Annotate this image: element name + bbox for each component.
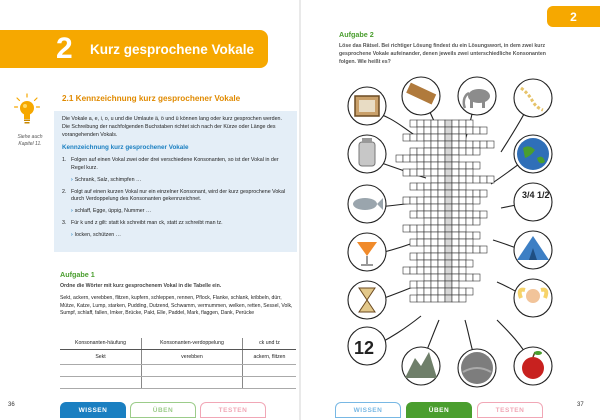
puzzle-cell[interactable] (459, 197, 466, 204)
arrow-right-icon: › (71, 176, 73, 183)
puzzle-cell[interactable] (445, 295, 452, 302)
puzzle-cell[interactable] (452, 211, 459, 218)
puzzle-cell[interactable] (459, 211, 466, 218)
puzzle-cell[interactable] (459, 183, 466, 190)
puzzle-cell[interactable] (459, 162, 466, 169)
rule-number: 2. (62, 188, 67, 195)
puzzle-cell[interactable] (452, 232, 459, 239)
puzzle-cell[interactable] (424, 239, 431, 246)
puzzle-cell[interactable] (459, 176, 466, 183)
puzzle-cell[interactable] (438, 239, 445, 246)
rule-text: Folgt auf einen kurzen Vokal nur ein einzelner Konsonant, wird der kurz gesprochene Vokal durch Verdoppelung des Konsonanten gekennzeichnet. (71, 188, 286, 203)
puzzle-cell[interactable] (452, 260, 459, 267)
puzzle-cell[interactable] (473, 176, 480, 183)
puzzle-cell[interactable] (417, 239, 424, 246)
puzzle-cell[interactable] (403, 225, 410, 232)
puzzle-cell[interactable] (459, 232, 466, 239)
puzzle-cell[interactable] (431, 176, 438, 183)
puzzle-cell[interactable] (438, 141, 445, 148)
puzzle-cell[interactable] (417, 169, 424, 176)
puzzle-cell[interactable] (431, 127, 438, 134)
puzzle-cell[interactable] (410, 120, 417, 127)
puzzle-cell[interactable] (459, 239, 466, 246)
puzzle-cell[interactable] (473, 274, 480, 281)
puzzle-cell[interactable] (459, 246, 466, 253)
puzzle-cell[interactable] (473, 197, 480, 204)
puzzle-cell[interactable] (452, 190, 459, 197)
puzzle-grid (396, 120, 494, 302)
puzzle-cell[interactable] (452, 267, 459, 274)
rule-item (62, 157, 289, 184)
puzzle-cell[interactable] (480, 127, 487, 134)
puzzle-cell[interactable] (459, 253, 466, 260)
puzzle-cell[interactable] (459, 134, 466, 141)
puzzle-cell[interactable] (417, 281, 424, 288)
page-number: 36 (8, 402, 15, 408)
puzzle-cell[interactable] (459, 267, 466, 274)
puzzle-cell[interactable] (417, 260, 424, 267)
puzzle-cell[interactable] (466, 197, 473, 204)
puzzle-cell[interactable] (466, 204, 473, 211)
table-cell: Sekt (60, 349, 142, 364)
table-header: Konsonanten-häufung (60, 338, 142, 349)
rule-text: Folgen auf einen Vokal zwei oder drei verschiedene Konsonanten, so ist der Vokal in der Regel kurz. (71, 157, 279, 171)
puzzle-cell[interactable] (424, 232, 431, 239)
puzzle-cell[interactable] (459, 120, 466, 127)
puzzle-cell[interactable] (417, 225, 424, 232)
chapter-tab: 2 (547, 6, 600, 27)
table-cell[interactable] (142, 364, 243, 376)
puzzle-cell[interactable] (445, 183, 452, 190)
task1-table (60, 338, 296, 389)
puzzle-cell[interactable] (417, 127, 424, 134)
puzzle-cell[interactable] (480, 190, 487, 197)
puzzle-cell[interactable] (466, 211, 473, 218)
rule-examples (62, 208, 289, 216)
puzzle-cell[interactable] (431, 211, 438, 218)
table-cell: verebben (142, 349, 243, 364)
puzzle-cell[interactable] (438, 260, 445, 267)
info-box (54, 111, 297, 252)
puzzle-cell[interactable] (445, 267, 452, 274)
puzzle-cell[interactable] (424, 225, 431, 232)
puzzle-cell[interactable] (438, 204, 445, 211)
puzzle-cell[interactable] (466, 190, 473, 197)
puzzle-cell[interactable] (417, 120, 424, 127)
puzzle-cell[interactable] (452, 281, 459, 288)
puzzle-cell[interactable] (403, 267, 410, 274)
table-header-row (60, 338, 296, 349)
puzzle-cell[interactable] (445, 253, 452, 260)
puzzle-cell[interactable] (431, 197, 438, 204)
puzzle-cell[interactable] (417, 253, 424, 260)
puzzle-cell[interactable] (445, 246, 452, 253)
puzzle-cell[interactable] (452, 120, 459, 127)
puzzle-cell[interactable] (431, 134, 438, 141)
puzzle-cell[interactable] (438, 246, 445, 253)
rule-number: 3. (62, 219, 67, 226)
puzzle-cell[interactable] (445, 120, 452, 127)
puzzle-cell[interactable] (424, 183, 431, 190)
puzzle-cell[interactable] (445, 127, 452, 134)
puzzle-cell[interactable] (438, 148, 445, 155)
puzzle-cell[interactable] (431, 260, 438, 267)
number-label: 12 (354, 338, 375, 358)
task2-instruction: Löse das Rätsel. Bei richtiger Lösung findest du ein Lösungswort, in dem zwei kurz gesprochene Vokale aufeinander, denen jeweils zwei unterschiedliche Konsonanten folgen. Wie heißt es? (339, 43, 546, 66)
right-page (301, 0, 600, 420)
table-cell[interactable] (242, 364, 296, 376)
table-header: Konsonanten-verdoppelung (142, 338, 243, 349)
puzzle-cell[interactable] (431, 281, 438, 288)
puzzle-cell[interactable] (410, 197, 417, 204)
tab-testen[interactable]: TESTEN (477, 402, 543, 418)
puzzle-cell[interactable] (438, 288, 445, 295)
rule-item (62, 220, 289, 240)
puzzle-cell[interactable] (445, 169, 452, 176)
puzzle-cell[interactable] (431, 183, 438, 190)
puzzle-cell[interactable] (431, 141, 438, 148)
tab-ueben[interactable]: ÜBEN (406, 402, 472, 418)
puzzle-cell[interactable] (452, 225, 459, 232)
table-row (60, 349, 296, 364)
puzzle-cell[interactable] (438, 183, 445, 190)
puzzle-cell[interactable] (410, 253, 417, 260)
puzzle-cell[interactable] (452, 162, 459, 169)
puzzle-cell[interactable] (452, 148, 459, 155)
puzzle-cell[interactable] (417, 148, 424, 155)
table-cell[interactable] (60, 364, 142, 376)
rule-item (62, 189, 289, 216)
task1-word-list: Sekt, ackern, verebben, flitzen, kupfern, schleppen, rennen, Pflock, Flanke, schlank, kribbeln, dürr, Mütze, Katze, Lump, starken, Pudding, Dutzend, Schwamm, vermummen, welken, retten, Sessel, Volk, Sumpf, schlaff, fallen, Imker, Brücke, Pakt, Elle, Paddel, Mark, flaggen, Dank, Perücke (60, 295, 293, 317)
puzzle-cell[interactable] (424, 274, 431, 281)
puzzle-cell[interactable] (438, 134, 445, 141)
puzzle-cell[interactable] (417, 197, 424, 204)
puzzle-cell[interactable] (466, 246, 473, 253)
page-number: 37 (577, 402, 584, 408)
puzzle-cell[interactable] (445, 239, 452, 246)
puzzle-cell[interactable] (473, 141, 480, 148)
puzzle-cell[interactable] (459, 141, 466, 148)
puzzle-cell[interactable] (466, 162, 473, 169)
puzzle-cell[interactable] (438, 162, 445, 169)
puzzle-cell[interactable] (410, 267, 417, 274)
puzzle-cell[interactable] (459, 260, 466, 267)
puzzle-cell[interactable] (424, 169, 431, 176)
table-cell[interactable] (142, 376, 243, 388)
puzzle-cell[interactable] (459, 295, 466, 302)
puzzle-cell[interactable] (473, 218, 480, 225)
puzzle-cell[interactable] (459, 274, 466, 281)
puzzle-cell[interactable] (438, 127, 445, 134)
puzzle-cell[interactable] (417, 211, 424, 218)
puzzle-cell[interactable] (431, 232, 438, 239)
puzzle-cell[interactable] (452, 295, 459, 302)
tab-wissen[interactable]: WISSEN (60, 402, 126, 418)
puzzle-cell[interactable] (396, 155, 403, 162)
puzzle-cell[interactable] (431, 218, 438, 225)
puzzle-cell[interactable] (431, 225, 438, 232)
puzzle-cell[interactable] (424, 141, 431, 148)
puzzle-cell[interactable] (410, 169, 417, 176)
puzzle-cell[interactable] (466, 232, 473, 239)
puzzle-cell[interactable] (431, 239, 438, 246)
puzzle-cell[interactable] (459, 204, 466, 211)
puzzle-cell[interactable] (480, 176, 487, 183)
puzzle-cell[interactable] (424, 288, 431, 295)
puzzle-cell[interactable] (431, 120, 438, 127)
puzzle-cell[interactable] (431, 253, 438, 260)
puzzle-cell[interactable] (410, 183, 417, 190)
puzzle-cell[interactable] (445, 190, 452, 197)
info-subheading: Kennzeichnung kurz gesprochener Vokale (62, 144, 189, 152)
puzzle-cell[interactable] (424, 134, 431, 141)
puzzle-cell[interactable] (459, 169, 466, 176)
puzzle-cell[interactable] (487, 141, 494, 148)
puzzle-cell[interactable] (410, 295, 417, 302)
puzzle-cell[interactable] (445, 218, 452, 225)
puzzle-cell[interactable] (417, 183, 424, 190)
info-intro: Die Vokale a, e, i, o, u und die Umlaute ä, ö und ü können lang oder kurz gesprochen werden. Die Schreibung der nachfolgenden Buchstaben richtet sich nach der Kürze oder Länge des vorangehenden Vokals. (62, 116, 282, 138)
puzzle-cell[interactable] (410, 211, 417, 218)
puzzle-cell[interactable] (452, 155, 459, 162)
fraction-label: 3/4 1/2 (522, 190, 550, 200)
task1-instruction: Ordne die Wörter mit kurz gesprochenem Vokal in die Tabelle ein. (60, 283, 222, 289)
puzzle-cell[interactable] (424, 120, 431, 127)
puzzle-cell[interactable] (466, 274, 473, 281)
crossword-puzzle (321, 76, 591, 406)
puzzle-cell[interactable] (452, 197, 459, 204)
puzzle-cell[interactable] (410, 155, 417, 162)
puzzle-cell[interactable] (410, 148, 417, 155)
puzzle-cell[interactable] (431, 246, 438, 253)
puzzle-cell[interactable] (466, 218, 473, 225)
section-heading: 2.1 Kennzeichnung kurz gesprochener Vokale (62, 94, 241, 103)
puzzle-cell[interactable] (452, 176, 459, 183)
puzzle-cell[interactable] (445, 197, 452, 204)
puzzle-cell[interactable] (445, 176, 452, 183)
arrow-right-icon: › (71, 231, 73, 238)
rule-examples-text: Schrank, Salz, schimpfen … (74, 176, 142, 183)
puzzle-cell[interactable] (438, 253, 445, 260)
puzzle-cell[interactable] (438, 218, 445, 225)
chapter-title: Kurz gesprochene Vokale (90, 41, 255, 57)
puzzle-cell[interactable] (473, 232, 480, 239)
rule-examples-text: locken, schützen … (74, 231, 121, 238)
table-cell: ackern, flitzen (242, 349, 296, 364)
puzzle-cell[interactable] (431, 169, 438, 176)
puzzle-cell[interactable] (410, 239, 417, 246)
puzzle-cell[interactable] (452, 246, 459, 253)
puzzle-cell[interactable] (424, 295, 431, 302)
puzzle-cell[interactable] (424, 148, 431, 155)
puzzle-cell[interactable] (417, 155, 424, 162)
puzzle-cell[interactable] (452, 239, 459, 246)
puzzle-cell[interactable] (480, 211, 487, 218)
puzzle-cell[interactable] (445, 148, 452, 155)
puzzle-cell[interactable] (410, 134, 417, 141)
left-page (0, 0, 299, 420)
puzzle-cell[interactable] (445, 274, 452, 281)
puzzle-cell[interactable] (473, 246, 480, 253)
puzzle-cell[interactable] (424, 246, 431, 253)
puzzle-cell[interactable] (452, 204, 459, 211)
puzzle-cell[interactable] (431, 204, 438, 211)
rule-examples-text: schlaff, Egge, üppig, Nummer … (74, 208, 152, 215)
puzzle-cell[interactable] (438, 169, 445, 176)
puzzle-cell[interactable] (417, 162, 424, 169)
puzzle-cell[interactable] (438, 274, 445, 281)
task2-heading: Aufgabe 2 (339, 30, 374, 39)
puzzle-cell[interactable] (431, 162, 438, 169)
puzzle-cell[interactable] (445, 141, 452, 148)
puzzle-cell[interactable] (403, 169, 410, 176)
puzzle-cell[interactable] (473, 211, 480, 218)
puzzle-cell[interactable] (452, 141, 459, 148)
chapter-number: 2 (56, 32, 73, 65)
puzzle-cell[interactable] (431, 190, 438, 197)
tab-wissen[interactable]: WISSEN (335, 402, 401, 418)
puzzle-cell[interactable] (417, 295, 424, 302)
puzzle-cell[interactable] (459, 225, 466, 232)
puzzle-cell[interactable] (473, 162, 480, 169)
puzzle-cell[interactable] (459, 288, 466, 295)
puzzle-cell[interactable] (466, 239, 473, 246)
puzzle-cell[interactable] (438, 155, 445, 162)
arrow-right-icon: › (71, 208, 73, 215)
puzzle-cell[interactable] (452, 253, 459, 260)
puzzle-cell[interactable] (424, 218, 431, 225)
puzzle-cell[interactable] (459, 127, 466, 134)
puzzle-cell[interactable] (438, 120, 445, 127)
puzzle-cell[interactable] (452, 134, 459, 141)
puzzle-cell[interactable] (473, 190, 480, 197)
puzzle-cell[interactable] (480, 246, 487, 253)
puzzle-cell[interactable] (452, 274, 459, 281)
puzzle-cell[interactable] (431, 295, 438, 302)
puzzle-cell[interactable] (424, 190, 431, 197)
puzzle-cell[interactable] (445, 288, 452, 295)
puzzle-cell[interactable] (431, 267, 438, 274)
puzzle-cell[interactable] (424, 281, 431, 288)
puzzle-cell[interactable] (438, 225, 445, 232)
puzzle-cell[interactable] (466, 169, 473, 176)
tab-testen[interactable]: TESTEN (200, 402, 266, 418)
puzzle-cell[interactable] (438, 211, 445, 218)
puzzle-cell[interactable] (431, 274, 438, 281)
puzzle-cell[interactable] (445, 232, 452, 239)
puzzle-cell[interactable] (480, 141, 487, 148)
table-cell[interactable] (242, 376, 296, 388)
puzzle-cell[interactable] (431, 288, 438, 295)
puzzle-cell[interactable] (466, 148, 473, 155)
table-row[interactable] (60, 364, 296, 376)
puzzle-cell[interactable] (459, 218, 466, 225)
rule-examples (62, 232, 289, 240)
puzzle-cell[interactable] (424, 197, 431, 204)
puzzle-cell[interactable] (459, 148, 466, 155)
puzzle-cell[interactable] (445, 162, 452, 169)
puzzle-cell[interactable] (445, 204, 452, 211)
puzzle-cell[interactable] (424, 204, 431, 211)
puzzle-cell[interactable] (431, 148, 438, 155)
puzzle-cell[interactable] (445, 134, 452, 141)
puzzle-cell[interactable] (438, 176, 445, 183)
puzzle-cell[interactable] (410, 281, 417, 288)
rule-examples (62, 177, 289, 185)
puzzle-cell[interactable] (431, 155, 438, 162)
puzzle-cell[interactable] (424, 253, 431, 260)
puzzle-cell[interactable] (424, 260, 431, 267)
puzzle-cell[interactable] (445, 211, 452, 218)
puzzle-cell[interactable] (452, 169, 459, 176)
puzzle-cell[interactable] (466, 141, 473, 148)
puzzle-cell[interactable] (445, 260, 452, 267)
chapter-header-bar (0, 30, 268, 68)
puzzle-cell[interactable] (466, 288, 473, 295)
puzzle-cell[interactable] (424, 155, 431, 162)
puzzle-cell[interactable] (403, 197, 410, 204)
puzzle-cell[interactable] (466, 127, 473, 134)
tab-ueben[interactable]: ÜBEN (130, 402, 196, 418)
puzzle-cell[interactable] (452, 183, 459, 190)
puzzle-cell[interactable] (466, 176, 473, 183)
side-note: Siehe auch Kapitel 11. (17, 134, 43, 147)
table-cell[interactable] (60, 376, 142, 388)
puzzle-cell[interactable] (410, 225, 417, 232)
puzzle-cell[interactable] (424, 162, 431, 169)
puzzle-cell[interactable] (445, 281, 452, 288)
puzzle-cell[interactable] (438, 190, 445, 197)
table-row[interactable] (60, 376, 296, 388)
rule-text: Für k und z gilt: statt kk schreibt man ck, statt zz schreibt man tz. (71, 219, 223, 226)
puzzle-cell[interactable] (417, 134, 424, 141)
puzzle-cell[interactable] (438, 232, 445, 239)
puzzle-cell[interactable] (445, 155, 452, 162)
rule-number: 1. (62, 157, 67, 164)
puzzle-cell[interactable] (424, 127, 431, 134)
puzzle-cell[interactable] (403, 134, 410, 141)
puzzle-cell[interactable] (473, 148, 480, 155)
puzzle-cell[interactable] (403, 155, 410, 162)
puzzle-cell[interactable] (466, 120, 473, 127)
puzzle-cell[interactable] (466, 260, 473, 267)
puzzle-cell[interactable] (417, 267, 424, 274)
task1-heading: Aufgabe 1 (60, 270, 95, 279)
puzzle-cell[interactable] (424, 211, 431, 218)
puzzle-cell[interactable] (459, 190, 466, 197)
puzzle-cell[interactable] (452, 127, 459, 134)
puzzle-cell[interactable] (417, 288, 424, 295)
puzzle-cell[interactable] (487, 176, 494, 183)
puzzle-cell[interactable] (424, 267, 431, 274)
puzzle-cell[interactable] (473, 127, 480, 134)
table-header: ck und tz (242, 338, 296, 349)
lightbulb-icon (14, 93, 40, 127)
puzzle-cell[interactable] (445, 225, 452, 232)
puzzle-cell[interactable] (452, 218, 459, 225)
puzzle-cell[interactable] (417, 204, 424, 211)
puzzle-cell[interactable] (438, 267, 445, 274)
puzzle-cell[interactable] (452, 288, 459, 295)
puzzle-cell[interactable] (438, 197, 445, 204)
puzzle-cell[interactable] (438, 295, 445, 302)
puzzle-cell[interactable] (438, 281, 445, 288)
puzzle-cell[interactable] (417, 232, 424, 239)
